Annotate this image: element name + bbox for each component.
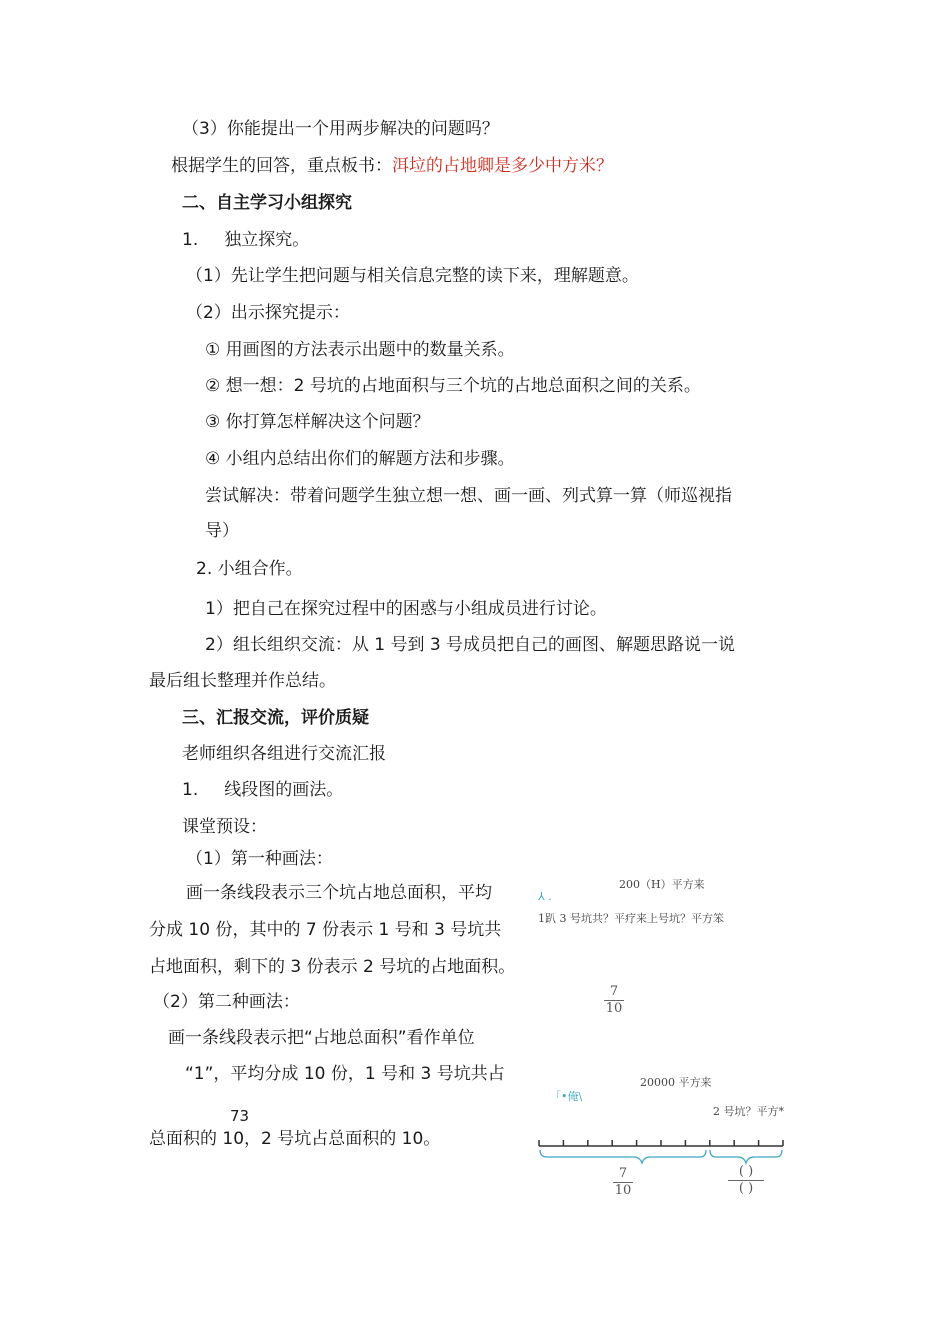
diagram-2-total-label: 20000 平方来 [640, 1076, 712, 1089]
blank-fraction-num: ( ) [738, 1164, 754, 1179]
method-2-desc-3: 总面积的 10，2 号坑占总面积的 10。 [149, 1129, 441, 1149]
trial-solve-cont: 导） [205, 521, 239, 541]
diagram-2-fraction-num: 7 [618, 1166, 628, 1181]
step-1-number: 1. [182, 230, 199, 250]
line-method-title: 线段图的画法。 [224, 780, 344, 800]
brace-3-parts [710, 1150, 782, 1163]
blackboard-question: 洱垃的占地卿是多少中方米？ [392, 156, 613, 176]
method-2-desc-2: “1”，平均分成 10 份，1 号和 3 号坑共占 [185, 1064, 505, 1084]
method-1-heading: （1）第一种画法： [186, 849, 333, 869]
section-2-heading: 二、自主学习小组探究 [182, 193, 352, 213]
diagram-2-blank-fraction [728, 1165, 764, 1196]
diagram-1-mark: ⅄ . [538, 890, 552, 903]
diagram-2-fraction-den: 10 [614, 1183, 632, 1198]
method-1-desc-1: 画一条线段表示三个坑占地总面积，平均 [186, 883, 492, 903]
fraction-numerators: 73 [230, 1107, 250, 1125]
hint-3: ③ 你打算怎样解决这个问题？ [205, 412, 430, 432]
class-preset: 课堂预设： [182, 817, 267, 837]
segment-line [530, 1130, 795, 1166]
section-3-heading: 三、汇报交流，评价质疑 [182, 708, 369, 728]
line-method-heading [182, 779, 343, 801]
diagram-2-fraction [613, 1167, 633, 1198]
step-1-title: 独立探究。 [224, 230, 310, 250]
brace-7-parts [540, 1150, 706, 1163]
method-1-desc-3: 占地面积，剩下的 3 份表示 2 号坑的占地面积。 [149, 957, 516, 977]
step-1-heading [182, 229, 309, 251]
blackboard-note-lead: 根据学生的回答，重点板书： [171, 156, 392, 176]
hint-2: ② 想一想：2 号坑的占地面积与三个坑的占地总面积之间的关系。 [205, 376, 701, 396]
method-1-desc-2: 分成 10 份，其中的 7 份表示 1 号和 3 号坑共 [149, 920, 502, 940]
diagram-1-fraction-num: 7 [609, 984, 619, 999]
diagram-2-pit-2-label: 2 号坑？平方* [713, 1105, 784, 1118]
diagram-1-fraction-den: 10 [605, 1001, 623, 1016]
blank-fraction-den: ( ) [738, 1181, 754, 1196]
method-2-heading: （2）第二种画法： [153, 992, 300, 1012]
step-1-sub-1: （1）先让学生把问题与相关信息完整的读下来，理解题意。 [186, 266, 639, 286]
line-method-number: 1. [182, 780, 199, 800]
step-2-heading: 2. 小组合作。 [196, 559, 303, 579]
group-step-2-cont: 最后组长整理并作总结。 [149, 671, 336, 691]
step-1-sub-2: （2）出示探究提示： [186, 303, 350, 323]
trial-solve: 尝试解决：带着问题学生独立想一想、画一画、列式算一算（师巡视指 [205, 486, 732, 506]
blackboard-note [171, 155, 613, 177]
hint-4: ④ 小组内总结出你们的解题方法和步骤。 [205, 449, 515, 469]
diagram-1-part-labels: 1趴 3 号坑共？平疗来上号坑？平方笨 [538, 912, 724, 925]
method-2-desc-1: 画一条线段表示把“占地总面积”看作单位 [168, 1028, 475, 1048]
report-intro: 老师组织各组进行交流汇报 [182, 744, 386, 764]
diagram-2-mark: 「•俺\ [550, 1090, 583, 1103]
group-step-1: 1）把自己在探究过程中的困惑与小组成员进行讨论。 [205, 599, 607, 619]
diagram-1-fraction [604, 985, 624, 1016]
diagram-1-total-label: 200（H）平方来 [619, 878, 705, 891]
hint-1: ① 用画图的方法表示出题中的数量关系。 [205, 340, 515, 360]
group-step-2: 2）组长组织交流：从 1 号到 3 号成员把自己的画图、解题思路说一说 [205, 635, 736, 655]
question-3: （3）你能提出一个用两步解决的问题吗？ [182, 119, 499, 139]
